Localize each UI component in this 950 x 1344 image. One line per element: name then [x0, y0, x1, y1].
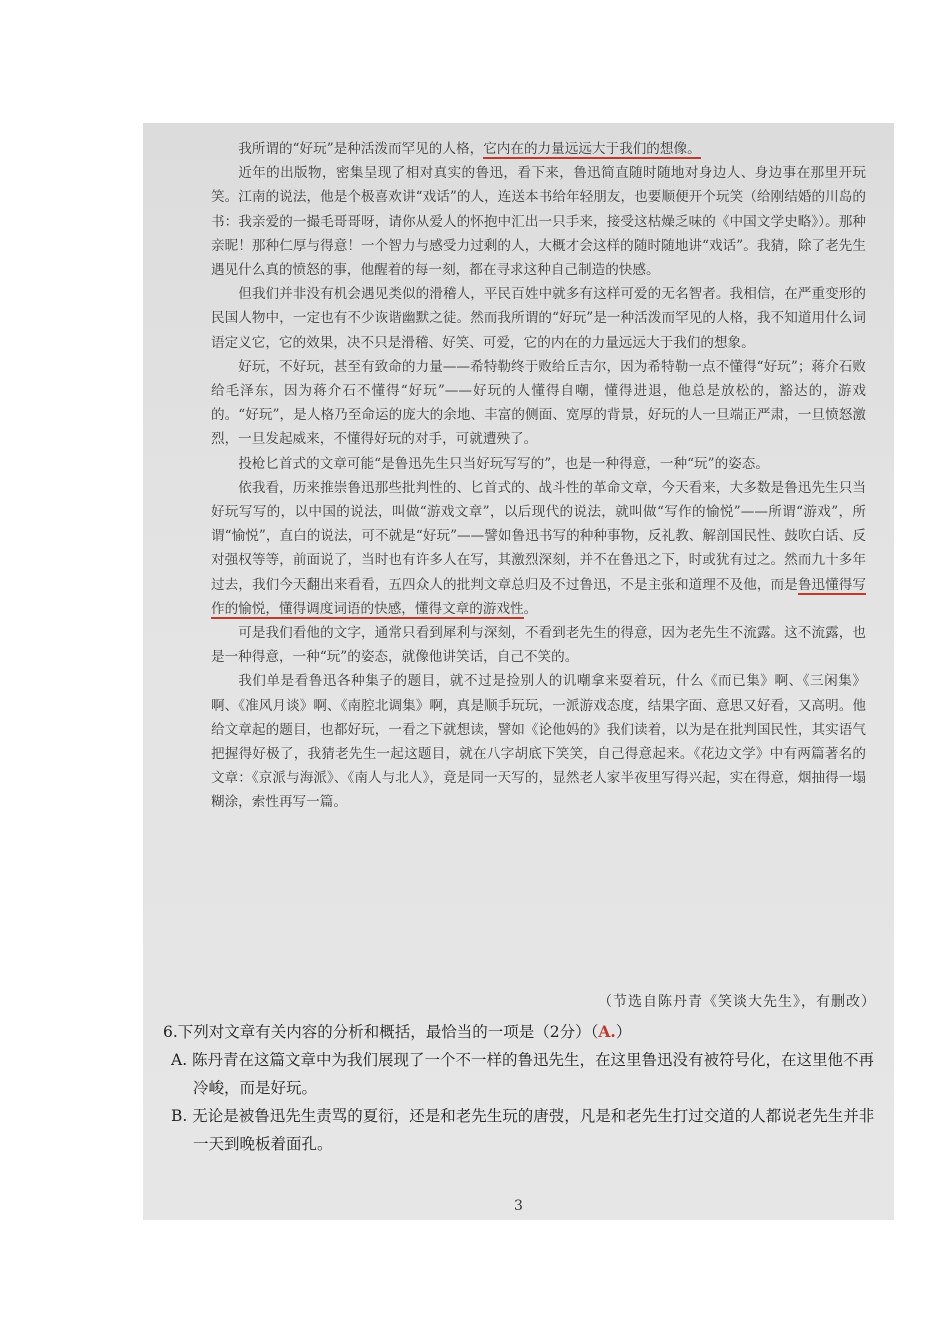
paragraph: 依我看，历来推崇鲁迅那些批判性的、匕首式的、战斗性的革命文章，今天看来，大多数是鲁迅先生只当好玩写写的，以中国的说法，叫做“游戏文章”，以后现代的说法，就叫做“写作的愉悦”——所谓“游戏”，所谓“愉悦”，直白的说法，可不就是“好玩”——譬如鲁迅书写的种种事物，反礼教、解剖国民性、鼓吹白话、反对强权等等，前面说了，当时也有许多人在写，其激烈深刻，并不在鲁迅之下，时或犹有过之。然而九十多年过去，我们今天翻出来看看，五四众人的批判文章总归及不过鲁迅，不是主张和道理不及他，而是鲁迅懂得写作的愉悦，懂得调度词语的快感，懂得文章的游戏性。 [211, 479, 867, 617]
paragraph: 我所谓的“好玩”是种活泼而罕见的人格，它内在的力量远远大于我们的想像。 [238, 141, 701, 157]
paragraph: 投枪匕首式的文章可能“是鲁迅先生只当好玩写写的”，也是一种得意，一种“玩”的姿态。 [238, 455, 769, 472]
option-a: A. 陈丹青在这篇文章中为我们展现了一个不一样的鲁迅先生，在这里鲁迅没有被符号化，在这里他不再冷峻，而是好玩。 [171, 1051, 875, 1097]
paragraph: 我们单是看鲁迅各种集子的题目，就不过是捡别人的讥嘲拿来耍着玩，什么《而已集》啊、《三闲集》啊、《准风月谈》啊、《南腔北调集》啊，真是顺手玩玩，一派游戏态度，结果字面、意思又好看，又高明。他给文章起的题目，也都好玩，一看之下就想读，譬如《论他妈的》我们读着，以为是在批判国民性，其实语气把握得好极了，我猜老先生一起这题目，就在八字胡底下笑笑，自己得意起来。《花边文学》中有两篇著名的文章：《京派与海派》、《南人与北人》，竟是同一天写的，显然老人家半夜里写得兴起，实在得意，烟抽得一塌糊涂，索性再写一篇。 [211, 673, 866, 811]
page-number: 3 [514, 1198, 523, 1214]
paragraph: 近年的出版物，密集呈现了相对真实的鲁迅，看下来，鲁迅简直随时随地对身边人、身边事在那里开玩笑。江南的说法，他是个极喜欢讲“戏话”的人，连送本书给年轻朋友，也要顺便开个玩笑（给刚结婚的川岛的书：我亲爱的一撮毛哥哥呀，请你从爱人的怀抱中汇出一只手来，接受这枯燥乏味的《中国文学史略》）。那种亲昵！那种仁厚与得意！一个智力与感受力过剩的人，大概才会这样的随时随地讲“戏话”。我猜，除了老先生遇见什么真的愤怒的事，他醒着的每一刻，都在寻求这种自己制造的快感。 [211, 165, 866, 279]
paragraph: 好玩，不好玩，甚至有致命的力量——希特勒终于败给丘吉尔，因为希特勒一点不懂得“好玩”；蒋介石败给毛泽东，因为蒋介石不懂得“好玩”——好玩的人懂得自嘲，懂得进退，他总是放松的，豁达的，游戏的。“好玩”，是人格乃至命运的庞大的余地、丰富的侧面、宽厚的背景，好玩的人一旦端正严肃，一旦愤怒激烈，一旦发起威来，不懂得好玩的对手，可就遭殃了。 [211, 358, 866, 448]
question-6 [163, 1018, 883, 1158]
source-note: （节选自陈丹青《笑谈大先生》，有删改） [598, 994, 876, 1010]
question-stem: 6.下列对文章有关内容的分析和概括，最恰当的一项是（2分）（A.） [163, 1022, 632, 1041]
reading-passage [211, 137, 866, 815]
underlined-phrase: 它内在的力量远远大于我们的想像。 [483, 141, 701, 157]
handwritten-answer: A. [598, 1022, 616, 1041]
underlined-phrase: 鲁迅懂得写作的愉悦，懂得调度词语的快感，懂得文章的游戏性 [211, 576, 867, 617]
paragraph: 可是我们看他的文字，通常只看到犀利与深刻，不看到老先生的得意，因为老先生不流露。这不流露，也是一种得意，一种“玩”的姿态，就像他讲笑话，自己不笑的。 [211, 625, 866, 666]
option-b: B. 无论是被鲁迅先生责骂的夏衍，还是和老先生玩的唐弢，凡是和老先生打过交道的人都说老先生并非一天到晚板着面孔。 [171, 1107, 875, 1153]
photographed-exam-page [143, 123, 894, 1220]
paragraph: 但我们并非没有机会遇见类似的滑稽人，平民百姓中就多有这样可爱的无名智者。我相信，在严重变形的民国人物中，一定也有不少诙谐幽默之徒。然而我所谓的“好玩”是一种活泼而罕见的人格，我不知道用什么词语定义它，它的效果，决不只是滑稽、好笑、可爱，它的内在的力量远远大于我们的想象。 [211, 286, 866, 351]
